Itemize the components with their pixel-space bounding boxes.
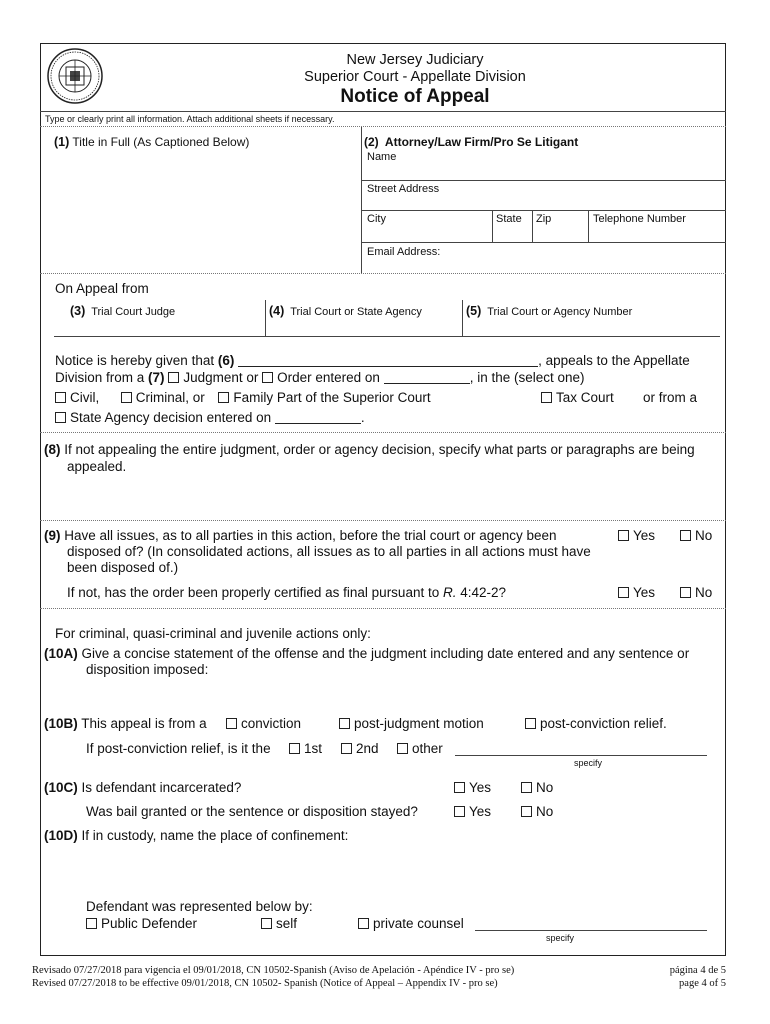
footer-revision-en: Revised 07/27/2018 to be effective 09/01/2018, CN 10502- Spanish (Notice of Appeal – Appendix IV - pro se): [32, 978, 498, 989]
self-checkbox[interactable]: [261, 918, 272, 929]
public-defender-checkbox[interactable]: [86, 918, 97, 929]
name-field[interactable]: Name: [367, 151, 397, 163]
footer-page-en: page 4 of 5: [679, 978, 726, 989]
agency-number-field[interactable]: (5) Trial Court or Agency Number: [466, 304, 633, 318]
certified-yes-checkbox[interactable]: [618, 587, 629, 598]
on-appeal-heading: On Appeal from: [55, 281, 149, 296]
footer-page-es: página 4 de 5: [669, 965, 726, 976]
sec10a-line1: (10A) Give a concise statement of the offense and the judgment including date entered and any sentence or: [44, 646, 690, 661]
notice-line3: Civil, Criminal, or Family Part of the Superior Court: [55, 390, 431, 405]
conviction-checkbox[interactable]: [226, 718, 237, 729]
tax-court-option: Tax Court: [541, 390, 614, 405]
second-checkbox[interactable]: [341, 743, 352, 754]
specify-label: specify: [574, 758, 603, 768]
trial-court-agency-field[interactable]: (4) Trial Court or State Agency: [269, 304, 422, 318]
post-judgment-checkbox[interactable]: [339, 718, 350, 729]
telephone-field[interactable]: Telephone Number: [593, 213, 686, 225]
bail-no-checkbox[interactable]: [521, 806, 532, 817]
first-checkbox[interactable]: [289, 743, 300, 754]
sec9-line1: (9) Have all issues, as to all parties in this action, before the trial court or agency been: [44, 528, 557, 543]
private-counsel-option: private counsel: [358, 916, 464, 931]
sec8-line1: (8) If not appealing the entire judgment, order or agency decision, specify what parts or paragraphs are being: [44, 442, 695, 457]
civil-checkbox[interactable]: [55, 392, 66, 403]
incarcerated-no-checkbox[interactable]: [521, 782, 532, 793]
notice-line2: Division from a (7) Judgment or Order entered on , in the (select one): [55, 370, 585, 385]
sec8-line2: appealed.: [67, 459, 127, 474]
sec10b-line1: (10B) This appeal is from a: [44, 716, 207, 731]
sec9-yes-option: Yes: [618, 528, 655, 543]
sec10-intro: For criminal, quasi-criminal and juvenile actions only:: [55, 626, 371, 641]
state-field[interactable]: State: [496, 213, 522, 225]
form-title: Notice of Appeal: [340, 86, 490, 107]
bail-yes-option: Yes: [454, 804, 491, 819]
email-field[interactable]: Email Address:: [367, 246, 441, 258]
incarcerated-yes-checkbox[interactable]: [454, 782, 465, 793]
court-seal: [46, 47, 104, 105]
other-specify-line[interactable]: [455, 755, 707, 756]
tax-court-checkbox[interactable]: [541, 392, 552, 403]
street-address-field[interactable]: Street Address: [367, 183, 440, 195]
family-part-checkbox[interactable]: [218, 392, 229, 403]
agency-date-blank[interactable]: [275, 411, 361, 424]
notice-line1: Notice is hereby given that (6) , appeals to the Appellate: [55, 353, 690, 368]
header-line2: Superior Court - Appellate Division: [304, 69, 526, 85]
sec9-line3: been disposed of.): [67, 560, 179, 575]
sec10a-line2: disposition imposed:: [86, 662, 209, 677]
sec9-yes-checkbox[interactable]: [618, 530, 629, 541]
private-counsel-specify-line[interactable]: [475, 930, 707, 931]
header-line1: New Jersey Judiciary: [346, 52, 484, 68]
certified-no-checkbox[interactable]: [680, 587, 691, 598]
notice-line4: State Agency decision entered on .: [55, 410, 365, 425]
footer-revision-es: Revisado 07/27/2018 para vigencia el 09/01/2018, CN 10502-Spanish (Aviso de Apelación - Apéndice IV - pro se): [32, 965, 515, 976]
sec9-line2: disposed of? (In consolidated actions, all issues as to all parties in all actions must have: [67, 544, 591, 559]
other-checkbox[interactable]: [397, 743, 408, 754]
bail-no-option: No: [521, 804, 553, 819]
self-option: self: [261, 916, 297, 931]
sec1-label: (1) Title in Full (As Captioned Below): [54, 135, 250, 149]
specify-label-2: specify: [546, 933, 575, 943]
zip-field[interactable]: Zip: [536, 213, 552, 225]
certified-no-option: No: [680, 585, 712, 600]
bail-yes-checkbox[interactable]: [454, 806, 465, 817]
incarcerated-no-option: No: [521, 780, 553, 795]
conviction-option: conviction: [226, 716, 301, 731]
entered-on-blank[interactable]: [384, 371, 470, 384]
or-from-a-text: or from a: [643, 390, 698, 405]
appellant-name-blank[interactable]: [238, 354, 538, 367]
certified-yes-option: Yes: [618, 585, 655, 600]
first-option: 1st: [289, 741, 322, 756]
other-option: other: [397, 741, 443, 756]
state-agency-checkbox[interactable]: [55, 412, 66, 423]
trial-judge-field[interactable]: (3) Trial Court Judge: [70, 304, 176, 318]
post-conviction-option: post-conviction relief.: [525, 716, 667, 731]
second-option: 2nd: [341, 741, 379, 756]
incarcerated-yes-option: Yes: [454, 780, 491, 795]
sec9-certified-question: If not, has the order been properly certified as final pursuant to R. 4:42-2?: [67, 585, 507, 600]
post-conviction-checkbox[interactable]: [525, 718, 536, 729]
private-counsel-checkbox[interactable]: [358, 918, 369, 929]
city-field[interactable]: City: [367, 213, 386, 225]
sec2-label: (2) Attorney/Law Firm/Pro Se Litigant: [364, 135, 579, 149]
public-defender-option: Public Defender: [86, 916, 197, 931]
represented-by-text: Defendant was represented below by:: [86, 899, 313, 914]
criminal-checkbox[interactable]: [121, 392, 132, 403]
sec9-no-checkbox[interactable]: [680, 530, 691, 541]
order-checkbox[interactable]: [262, 372, 273, 383]
sec9-no-option: No: [680, 528, 712, 543]
sec10d-line1: (10D) If in custody, name the place of confinement:: [44, 828, 349, 843]
sec10c-line1: (10C) Is defendant incarcerated?: [44, 780, 242, 795]
post-judgment-option: post-judgment motion: [339, 716, 484, 731]
pcr-question: If post-conviction relief, is it the: [86, 741, 271, 756]
judgment-checkbox[interactable]: [168, 372, 179, 383]
bail-question: Was bail granted or the sentence or disposition stayed?: [86, 804, 418, 819]
instruction-text: Type or clearly print all information. Attach additional sheets if necessary.: [45, 114, 335, 124]
